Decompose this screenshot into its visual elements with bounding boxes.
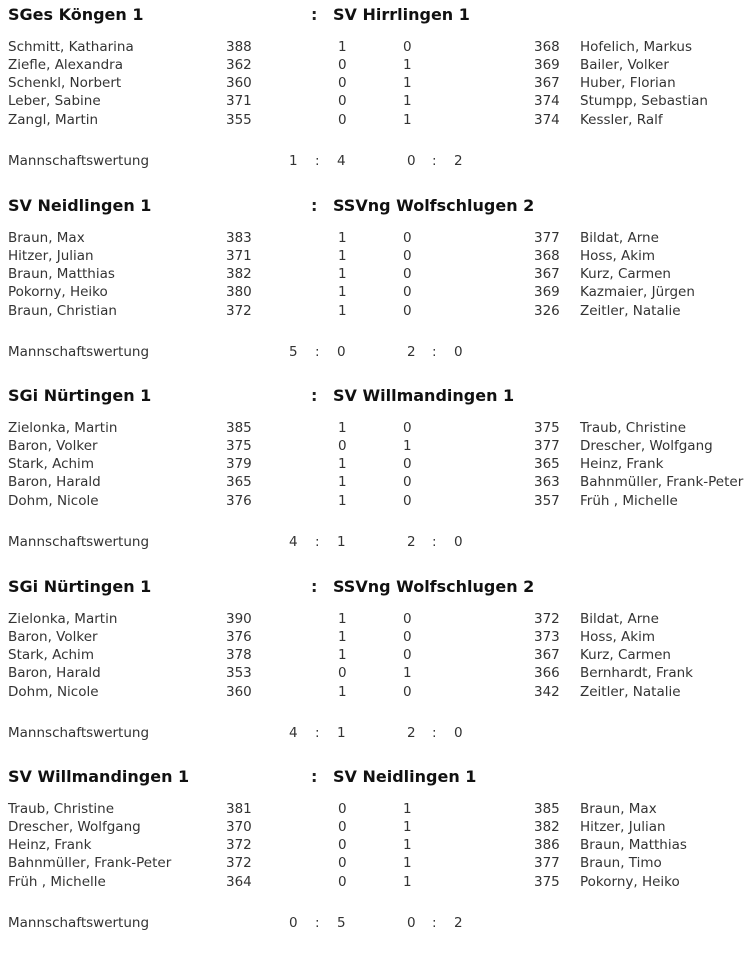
home-player-name: Drescher, Wolfgang [8, 819, 141, 835]
away-player-point: 0 [403, 265, 412, 282]
home-singles-won: 5 [289, 343, 298, 360]
away-player-point: 1 [403, 819, 412, 835]
home-player-point: 0 [338, 438, 347, 454]
home-player-score: 364 [226, 874, 252, 890]
away-player-point: 0 [403, 39, 412, 55]
points-separator: : [432, 724, 437, 741]
away-team-name: SV Willmandingen 1 [333, 386, 515, 405]
home-player-score: 372 [226, 855, 252, 871]
home-player-name: Ziefle, Alexandra [8, 57, 123, 73]
home-player-point: 0 [338, 801, 347, 817]
home-player-score: 372 [226, 302, 252, 319]
home-player-name: Dohm, Nicole [8, 683, 99, 700]
home-player-point: 1 [338, 247, 347, 264]
away-player-score: 374 [534, 93, 560, 109]
home-player-name: Baron, Volker [8, 628, 98, 645]
player-row [0, 855, 745, 873]
player-row [0, 57, 745, 75]
away-player-score: 375 [534, 420, 560, 436]
away-singles-won: 4 [337, 153, 346, 169]
away-player-score: 357 [534, 493, 560, 509]
away-player-name: Bildat, Arne [580, 610, 659, 627]
home-player-point: 0 [338, 664, 347, 681]
player-row [0, 684, 745, 702]
player-row [0, 75, 745, 93]
home-player-point: 0 [338, 855, 347, 871]
home-player-score: 381 [226, 801, 252, 817]
home-player-point: 0 [338, 819, 347, 835]
player-row [0, 493, 745, 511]
home-player-score: 382 [226, 265, 252, 282]
player-row [0, 665, 745, 683]
away-singles-won: 1 [337, 534, 346, 550]
away-player-score: 373 [534, 628, 560, 645]
away-player-name: Kessler, Ralf [580, 112, 663, 128]
away-player-point: 0 [403, 420, 412, 436]
away-player-point: 0 [403, 247, 412, 264]
away-player-name: Braun, Matthias [580, 837, 687, 853]
match-block [0, 191, 745, 382]
away-player-name: Stumpp, Sebastian [580, 93, 708, 109]
team-score-label: Mannschaftswertung [8, 724, 150, 741]
away-player-point: 0 [403, 229, 412, 246]
home-player-name: Baron, Volker [8, 438, 98, 454]
home-team-name: SGi Nürtingen 1 [8, 576, 152, 596]
score-separator: : [315, 343, 320, 360]
home-player-point: 1 [338, 229, 347, 246]
away-player-point: 0 [403, 493, 412, 509]
away-player-score: 377 [534, 438, 560, 454]
player-row [0, 248, 745, 266]
home-player-name: Braun, Max [8, 229, 85, 246]
away-player-name: Traub, Christine [580, 420, 687, 436]
home-player-score: 362 [226, 57, 252, 73]
home-player-point: 1 [338, 456, 347, 472]
home-player-score: 360 [226, 683, 252, 700]
away-player-score: 386 [534, 837, 560, 853]
player-row [0, 438, 745, 456]
away-player-name: Bailer, Volker [580, 57, 669, 73]
away-player-point: 1 [403, 112, 412, 128]
home-player-point: 1 [338, 683, 347, 700]
away-player-score: 367 [534, 265, 560, 282]
away-player-point: 1 [403, 855, 412, 871]
away-player-point: 1 [403, 93, 412, 109]
away-player-point: 1 [403, 75, 412, 91]
away-match-points: 0 [454, 724, 463, 741]
away-player-score: 385 [534, 801, 560, 817]
points-separator: : [432, 153, 437, 169]
away-player-score: 367 [534, 75, 560, 91]
home-singles-won: 4 [289, 724, 298, 741]
home-player-score: 376 [226, 628, 252, 645]
away-singles-won: 1 [337, 724, 346, 741]
player-row [0, 837, 745, 855]
home-player-name: Stark, Achim [8, 646, 94, 663]
away-player-score: 369 [534, 283, 560, 300]
team-score-label: Mannschaftswertung [8, 534, 150, 550]
player-row [0, 303, 745, 321]
home-match-points: 0 [407, 153, 416, 169]
away-match-points: 2 [454, 153, 463, 169]
away-team-name: SSVng Wolfschlugen 2 [333, 195, 535, 215]
home-player-name: Braun, Matthias [8, 265, 115, 282]
home-player-name: Braun, Christian [8, 302, 117, 319]
home-player-name: Traub, Christine [8, 801, 115, 817]
home-player-name: Heinz, Frank [8, 837, 92, 853]
away-player-name: Braun, Max [580, 801, 657, 817]
away-player-score: 372 [534, 610, 560, 627]
player-row [0, 874, 745, 892]
away-player-name: Hoss, Akim [580, 628, 656, 645]
away-player-score: 368 [534, 247, 560, 264]
home-player-point: 0 [338, 75, 347, 91]
home-match-points: 0 [407, 915, 416, 931]
team-separator: : [311, 386, 318, 405]
home-player-score: 355 [226, 112, 252, 128]
team-score-label: Mannschaftswertung [8, 153, 150, 169]
home-player-score: 370 [226, 819, 252, 835]
away-player-name: Hoss, Akim [580, 247, 656, 264]
away-player-score: 365 [534, 456, 560, 472]
away-player-score: 368 [534, 39, 560, 55]
home-player-point: 1 [338, 283, 347, 300]
away-player-score: 382 [534, 819, 560, 835]
home-player-score: 380 [226, 283, 252, 300]
away-player-point: 1 [403, 664, 412, 681]
team-separator: : [311, 195, 318, 215]
away-player-score: 377 [534, 855, 560, 871]
away-player-point: 1 [403, 438, 412, 454]
home-player-point: 0 [338, 837, 347, 853]
team-score-row [0, 344, 745, 362]
away-player-score: 367 [534, 646, 560, 663]
home-player-score: 379 [226, 456, 252, 472]
away-match-points: 2 [454, 915, 463, 931]
home-player-score: 383 [226, 229, 252, 246]
team-score-row [0, 915, 745, 933]
home-player-score: 365 [226, 474, 252, 490]
team-score-row [0, 534, 745, 552]
points-separator: : [432, 343, 437, 360]
home-player-point: 0 [338, 112, 347, 128]
away-player-point: 1 [403, 874, 412, 890]
away-player-name: Heinz, Frank [580, 456, 664, 472]
score-separator: : [315, 915, 320, 931]
home-player-name: Dohm, Nicole [8, 493, 99, 509]
home-player-score: 376 [226, 493, 252, 509]
home-player-score: 372 [226, 837, 252, 853]
home-player-point: 0 [338, 93, 347, 109]
team-score-label: Mannschaftswertung [8, 343, 150, 360]
away-singles-won: 5 [337, 915, 346, 931]
player-row [0, 93, 745, 111]
score-separator: : [315, 153, 320, 169]
away-player-name: Früh , Michelle [580, 493, 678, 509]
away-player-score: 342 [534, 683, 560, 700]
away-player-score: 377 [534, 229, 560, 246]
away-player-name: Bahnmüller, Frank-Peter [580, 474, 744, 490]
home-player-point: 1 [338, 610, 347, 627]
home-player-score: 371 [226, 247, 252, 264]
home-player-score: 353 [226, 664, 252, 681]
away-player-point: 1 [403, 837, 412, 853]
away-player-name: Hitzer, Julian [580, 819, 666, 835]
player-row [0, 39, 745, 57]
away-player-name: Kazmaier, Jürgen [580, 283, 695, 300]
player-row [0, 474, 745, 492]
home-singles-won: 1 [289, 153, 298, 169]
home-player-point: 1 [338, 628, 347, 645]
home-player-name: Hitzer, Julian [8, 247, 94, 264]
home-player-point: 1 [338, 420, 347, 436]
home-player-point: 1 [338, 493, 347, 509]
away-player-name: Braun, Timo [580, 855, 662, 871]
away-player-score: 363 [534, 474, 560, 490]
away-player-name: Zeitler, Natalie [580, 683, 681, 700]
team-separator: : [311, 5, 318, 24]
away-player-point: 0 [403, 474, 412, 490]
away-player-point: 0 [403, 283, 412, 300]
player-row [0, 456, 745, 474]
away-player-score: 366 [534, 664, 560, 681]
points-separator: : [432, 915, 437, 931]
player-row [0, 112, 745, 130]
home-player-name: Zielonka, Martin [8, 610, 118, 627]
player-row [0, 266, 745, 284]
away-player-point: 1 [403, 57, 412, 73]
score-separator: : [315, 534, 320, 550]
away-player-point: 1 [403, 801, 412, 817]
home-match-points: 2 [407, 724, 416, 741]
home-player-score: 378 [226, 646, 252, 663]
away-team-name: SV Hirrlingen 1 [333, 5, 470, 24]
away-player-score: 375 [534, 874, 560, 890]
team-separator: : [311, 767, 318, 786]
away-team-name: SV Neidlingen 1 [333, 767, 477, 786]
match-block [0, 572, 745, 763]
player-row [0, 629, 745, 647]
home-player-score: 375 [226, 438, 252, 454]
home-player-point: 1 [338, 302, 347, 319]
home-match-points: 2 [407, 343, 416, 360]
home-team-name: SGi Nürtingen 1 [8, 386, 152, 405]
away-match-points: 0 [454, 343, 463, 360]
points-separator: : [432, 534, 437, 550]
home-player-name: Schenkl, Norbert [8, 75, 122, 91]
player-row [0, 284, 745, 302]
away-team-name: SSVng Wolfschlugen 2 [333, 576, 535, 596]
home-player-score: 385 [226, 420, 252, 436]
home-player-point: 1 [338, 646, 347, 663]
team-separator: : [311, 576, 318, 596]
home-player-name: Baron, Harald [8, 474, 101, 490]
team-score-row [0, 153, 745, 171]
home-player-point: 1 [338, 39, 347, 55]
team-score-label: Mannschaftswertung [8, 915, 150, 931]
score-separator: : [315, 724, 320, 741]
away-player-point: 0 [403, 628, 412, 645]
home-player-name: Schmitt, Katharina [8, 39, 134, 55]
home-player-name: Leber, Sabine [8, 93, 101, 109]
away-player-name: Kurz, Carmen [580, 646, 671, 663]
home-player-name: Früh , Michelle [8, 874, 106, 890]
home-player-name: Pokorny, Heiko [8, 283, 108, 300]
away-player-name: Zeitler, Natalie [580, 302, 681, 319]
away-player-score: 374 [534, 112, 560, 128]
away-match-points: 0 [454, 534, 463, 550]
away-player-name: Hofelich, Markus [580, 39, 692, 55]
home-player-score: 360 [226, 75, 252, 91]
home-player-point: 0 [338, 874, 347, 890]
player-row [0, 647, 745, 665]
player-row [0, 420, 745, 438]
home-team-name: SGes Köngen 1 [8, 5, 144, 24]
home-player-score: 390 [226, 610, 252, 627]
player-row [0, 819, 745, 837]
player-row [0, 230, 745, 248]
home-player-score: 371 [226, 93, 252, 109]
home-singles-won: 0 [289, 915, 298, 931]
away-player-score: 326 [534, 302, 560, 319]
home-team-name: SV Willmandingen 1 [8, 767, 190, 786]
home-player-name: Bahnmüller, Frank-Peter [8, 855, 172, 871]
home-player-name: Baron, Harald [8, 664, 101, 681]
home-player-name: Zielonka, Martin [8, 420, 118, 436]
away-player-name: Pokorny, Heiko [580, 874, 680, 890]
away-player-score: 369 [534, 57, 560, 73]
match-block [0, 0, 745, 191]
home-team-name: SV Neidlingen 1 [8, 195, 152, 215]
away-player-name: Huber, Florian [580, 75, 676, 91]
team-score-row [0, 725, 745, 743]
away-player-point: 0 [403, 302, 412, 319]
away-player-point: 0 [403, 610, 412, 627]
away-player-name: Bernhardt, Frank [580, 664, 694, 681]
match-block [0, 762, 745, 953]
home-player-point: 1 [338, 265, 347, 282]
home-player-name: Stark, Achim [8, 456, 94, 472]
away-player-point: 0 [403, 456, 412, 472]
player-row [0, 611, 745, 629]
home-player-score: 388 [226, 39, 252, 55]
home-player-point: 1 [338, 474, 347, 490]
match-block [0, 381, 745, 572]
home-player-name: Zangl, Martin [8, 112, 99, 128]
away-player-name: Kurz, Carmen [580, 265, 671, 282]
away-player-point: 0 [403, 646, 412, 663]
away-singles-won: 0 [337, 343, 346, 360]
home-singles-won: 4 [289, 534, 298, 550]
away-player-name: Bildat, Arne [580, 229, 659, 246]
player-row [0, 801, 745, 819]
home-match-points: 2 [407, 534, 416, 550]
home-player-point: 0 [338, 57, 347, 73]
away-player-name: Drescher, Wolfgang [580, 438, 713, 454]
away-player-point: 0 [403, 683, 412, 700]
